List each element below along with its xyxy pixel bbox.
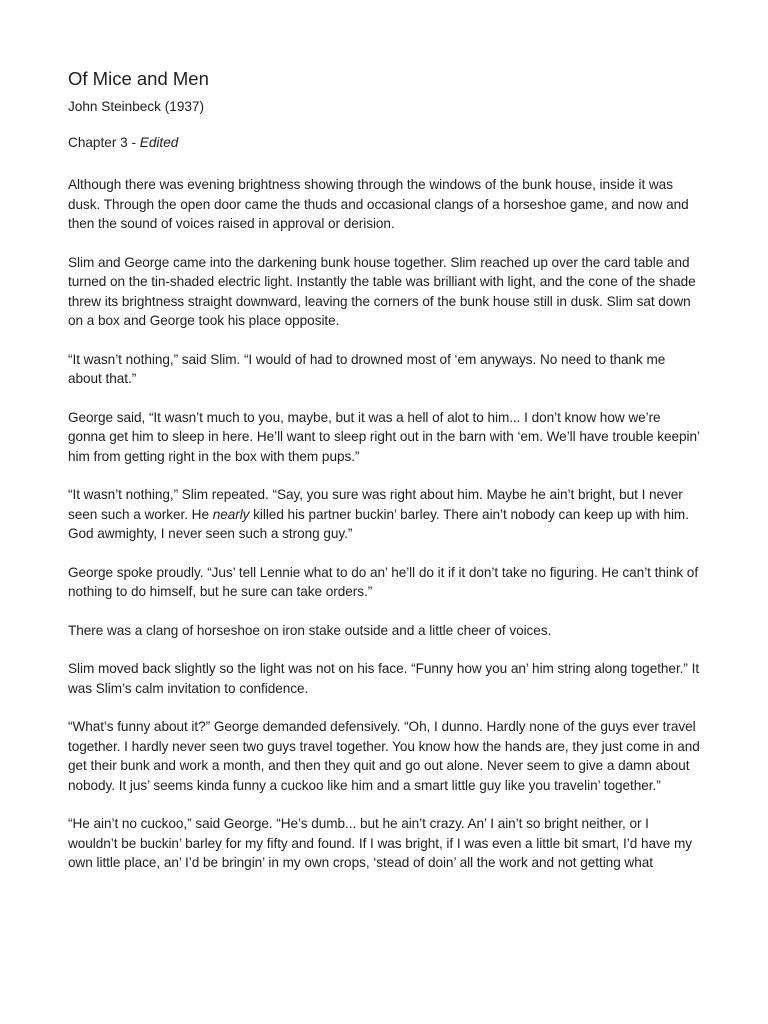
paragraph-5-after: killed his partner buckin’ barley. There ain’t nobody can keep up with him. God awmighty, I never seen such a strong guy.” [68, 506, 689, 541]
paragraph-3: “It wasn’t nothing,” said Slim. “I would of had to drowned most of ‘em anyways. No need to thank me about that.” [68, 351, 666, 386]
chapter-label: Chapter 3 - [68, 135, 140, 150]
paragraph-7: There was a clang of horseshoe on iron stake outside and a little cheer of voices. [68, 622, 552, 638]
paragraph-10: “He ain’t no cuckoo,” said George. “He’s dumb... but he ain’t crazy. An’ I ain’t so bright neither, or I wouldn’t be buckin’ barley for my fifty and found. If I was bright, if I was even a little bit smart, I’d have my own little place, an’ I’d be bringin’ in my own crops, ‘stead of doin’ all the work and not getting what [68, 816, 692, 870]
document-title: Of Mice and Men [68, 68, 209, 89]
paragraph-5 [68, 485, 700, 544]
paragraph-5-before: “It wasn’t nothing,” Slim repeated. “Say, you sure was right about him. Maybe he ain’t bright, but I never seen such a worker. He [68, 487, 683, 522]
paragraph-6: George spoke proudly. “Jus’ tell Lennie what to do an’ he’ll do it if it don’t take no figuring. He can’t think of nothing to do himself, but he sure can take orders.” [68, 564, 699, 599]
document-page [68, 66, 700, 873]
paragraph-9: “What’s funny about it?” George demanded defensively. “Oh, I dunno. Hardly none of the guys ever travel together. I hardly never seen two guys travel together. You know how the hands are, they just come in and get their bunk and work a month, and then they quit and go out alone. Never seem to give a damn about nobody. It jus’ seems kinda funny a cuckoo like him and a smart little guy like you travelin’ together.” [68, 719, 700, 793]
chapter-note: Edited [139, 135, 179, 150]
document-author: John Steinbeck (1937) [68, 99, 205, 114]
paragraph-8: Slim moved back slightly so the light was not on his face. “Funny how you an’ him string along together.” It was Slim’s calm invitation to confidence. [68, 661, 700, 696]
paragraph-5-emphasis: nearly [212, 506, 250, 522]
chapter-heading [68, 133, 700, 153]
paragraph-2: Slim and George came into the darkening bunk house together. Slim reached up over the card table and turned on the tin-shaded electric light. Instantly the table was brilliant with light, and the cone of the shade threw its brightness straight downward, leaving the corners of the bunk house still in dusk. Slim sat down on a box and George took his place opposite. [68, 254, 696, 328]
paragraph-4: George said, “It wasn’t much to you, maybe, but it was a hell of alot to him... I don’t know how we’re gonna get him to sleep in here. He’ll want to sleep right out in the barn with ‘em. We’ll have trouble keepin’ him from getting right in the box with them pups.” [68, 409, 700, 464]
paragraph-1: Although there was evening brightness showing through the windows of the bunk house, inside it was dusk. Through the open door came the thuds and occasional clangs of a horseshoe game, and now and then the sound of voices raised in approval or derision. [68, 177, 689, 231]
